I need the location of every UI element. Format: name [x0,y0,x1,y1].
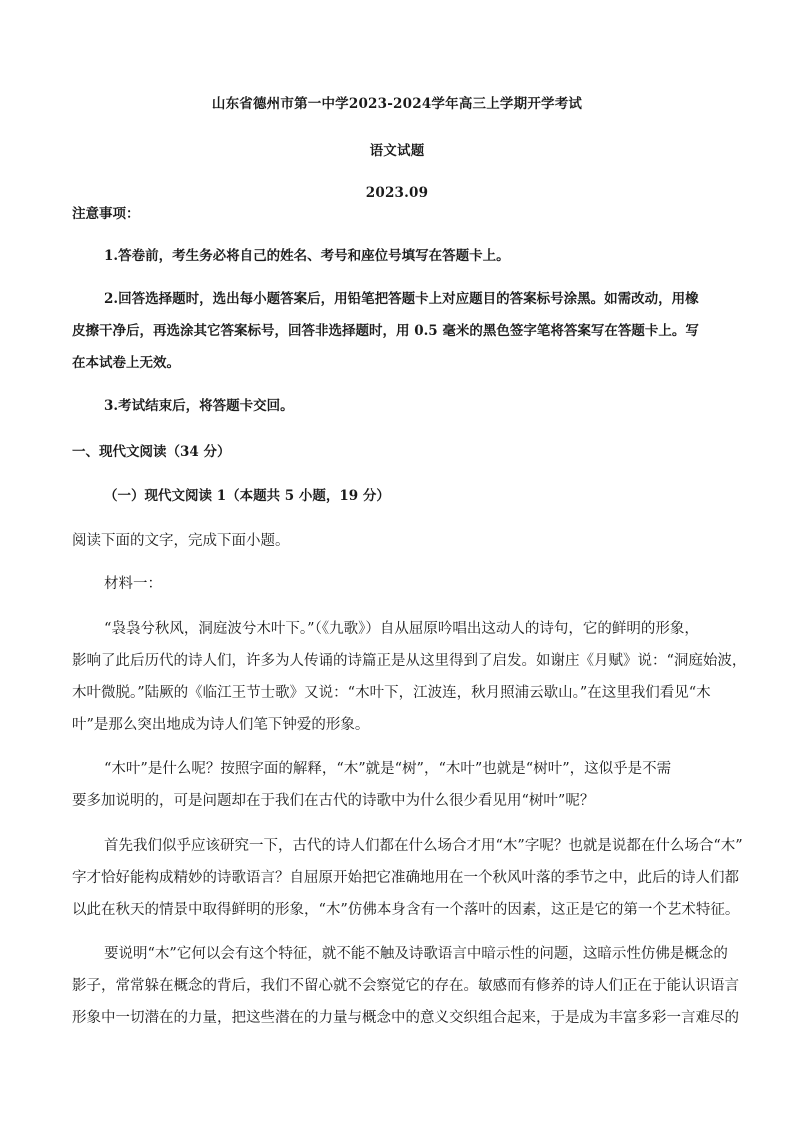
paragraph-2-line-1: “木叶”是什么呢？按照字面的解释，“木”就是“树”，“木叶”也就是“树叶”，这似乎是不需 [104,761,672,777]
reading-instruction: 阅读下面的文字，完成下面小题。 [72,533,290,549]
notice-item-2-line-1: 2.回答选择题时，选出每小题答案后，用铅笔把答题卡上对应题目的答案标号涂黑。如需改动，用橡 [104,291,699,307]
paragraph-1-line-4: 叶”是那么突出地成为诗人们笔下钟爱的形象。 [72,717,370,733]
notice-item-2-line-2: 皮擦干净后，再选涂其它答案标号，回答非选择题时，用 0.5 毫米的黑色签字笔将答案写在答题卡上。写 [72,323,699,339]
paragraph-4-line-1: 要说明“木”它何以会有这个特征，就不能不触及诗歌语言中暗示性的问题，这暗示性仿佛是概念的 [104,946,728,962]
notice-heading: 注意事项： [72,206,140,222]
paragraph-2-line-2: 要多加说明的，可是问题却在于我们在古代的诗歌中为什么很少看见用“树叶”呢？ [72,793,595,809]
notice-item-1: 1.答卷前，考生务必将自己的姓名、考号和座位号填写在答题卡上。 [104,248,510,264]
paragraph-3-line-1: 首先我们似乎应该研究一下，古代的诗人们都在什么场合才用“木”字呢？也就是说都在什么场合“木” [104,838,743,854]
paragraph-4-line-3: 形象中一切潜在的力量，把这些潜在的力量与概念中的意义交织组合起来，于是成为丰富多彩一言难尽的 [72,1010,739,1026]
paragraph-1-line-3: 木叶微脱。”陆厥的《临江王节士歌》又说：“木叶下，江波连，秋月照浦云歇山。”在这里我们看见“木 [72,685,711,701]
section-heading: 一、现代文阅读（34 分） [72,444,231,460]
exam-date: 2023.09 [365,185,429,201]
paragraph-3-line-2: 字才恰好能构成精妙的诗歌语言？自屈原开始把它准确地用在一个秋风叶落的季节之中，此后的诗人们都 [72,870,739,886]
notice-item-3: 3.考试结束后，将答题卡交回。 [104,398,294,414]
notice-item-2-line-3: 在本试卷上无效。 [72,355,180,371]
paragraph-1-line-1: “袅袅兮秋风，洞庭波兮木叶下。”（《九歌》）自从屈原吟唱出这动人的诗句，它的鲜明的形象， [104,621,699,637]
paragraph-1-line-2: 影响了此后历代的诗人们，许多为人传诵的诗篇正是从这里得到了启发。如谢庄《月赋》说：“洞庭始波， [72,653,747,669]
subsection-heading: （一）现代文阅读 1（本题共 5 小题，19 分） [104,488,390,504]
paragraph-4-line-2: 影子，常常躲在概念的背后，我们不留心就不会察觉它的存在。敏感而有修养的诗人们正在于能认识语言 [72,978,739,994]
exam-title: 山东省德州市第一中学2023-2024学年高三上学期开学考试 [211,96,583,112]
exam-subject: 语文试题 [369,143,425,159]
paragraph-3-line-3: 以此在秋天的情景中取得鲜明的形象，“木”仿佛本身含有一个落叶的因素，这正是它的第一个艺术特征。 [72,902,740,918]
material-label: 材料一： [104,576,162,592]
